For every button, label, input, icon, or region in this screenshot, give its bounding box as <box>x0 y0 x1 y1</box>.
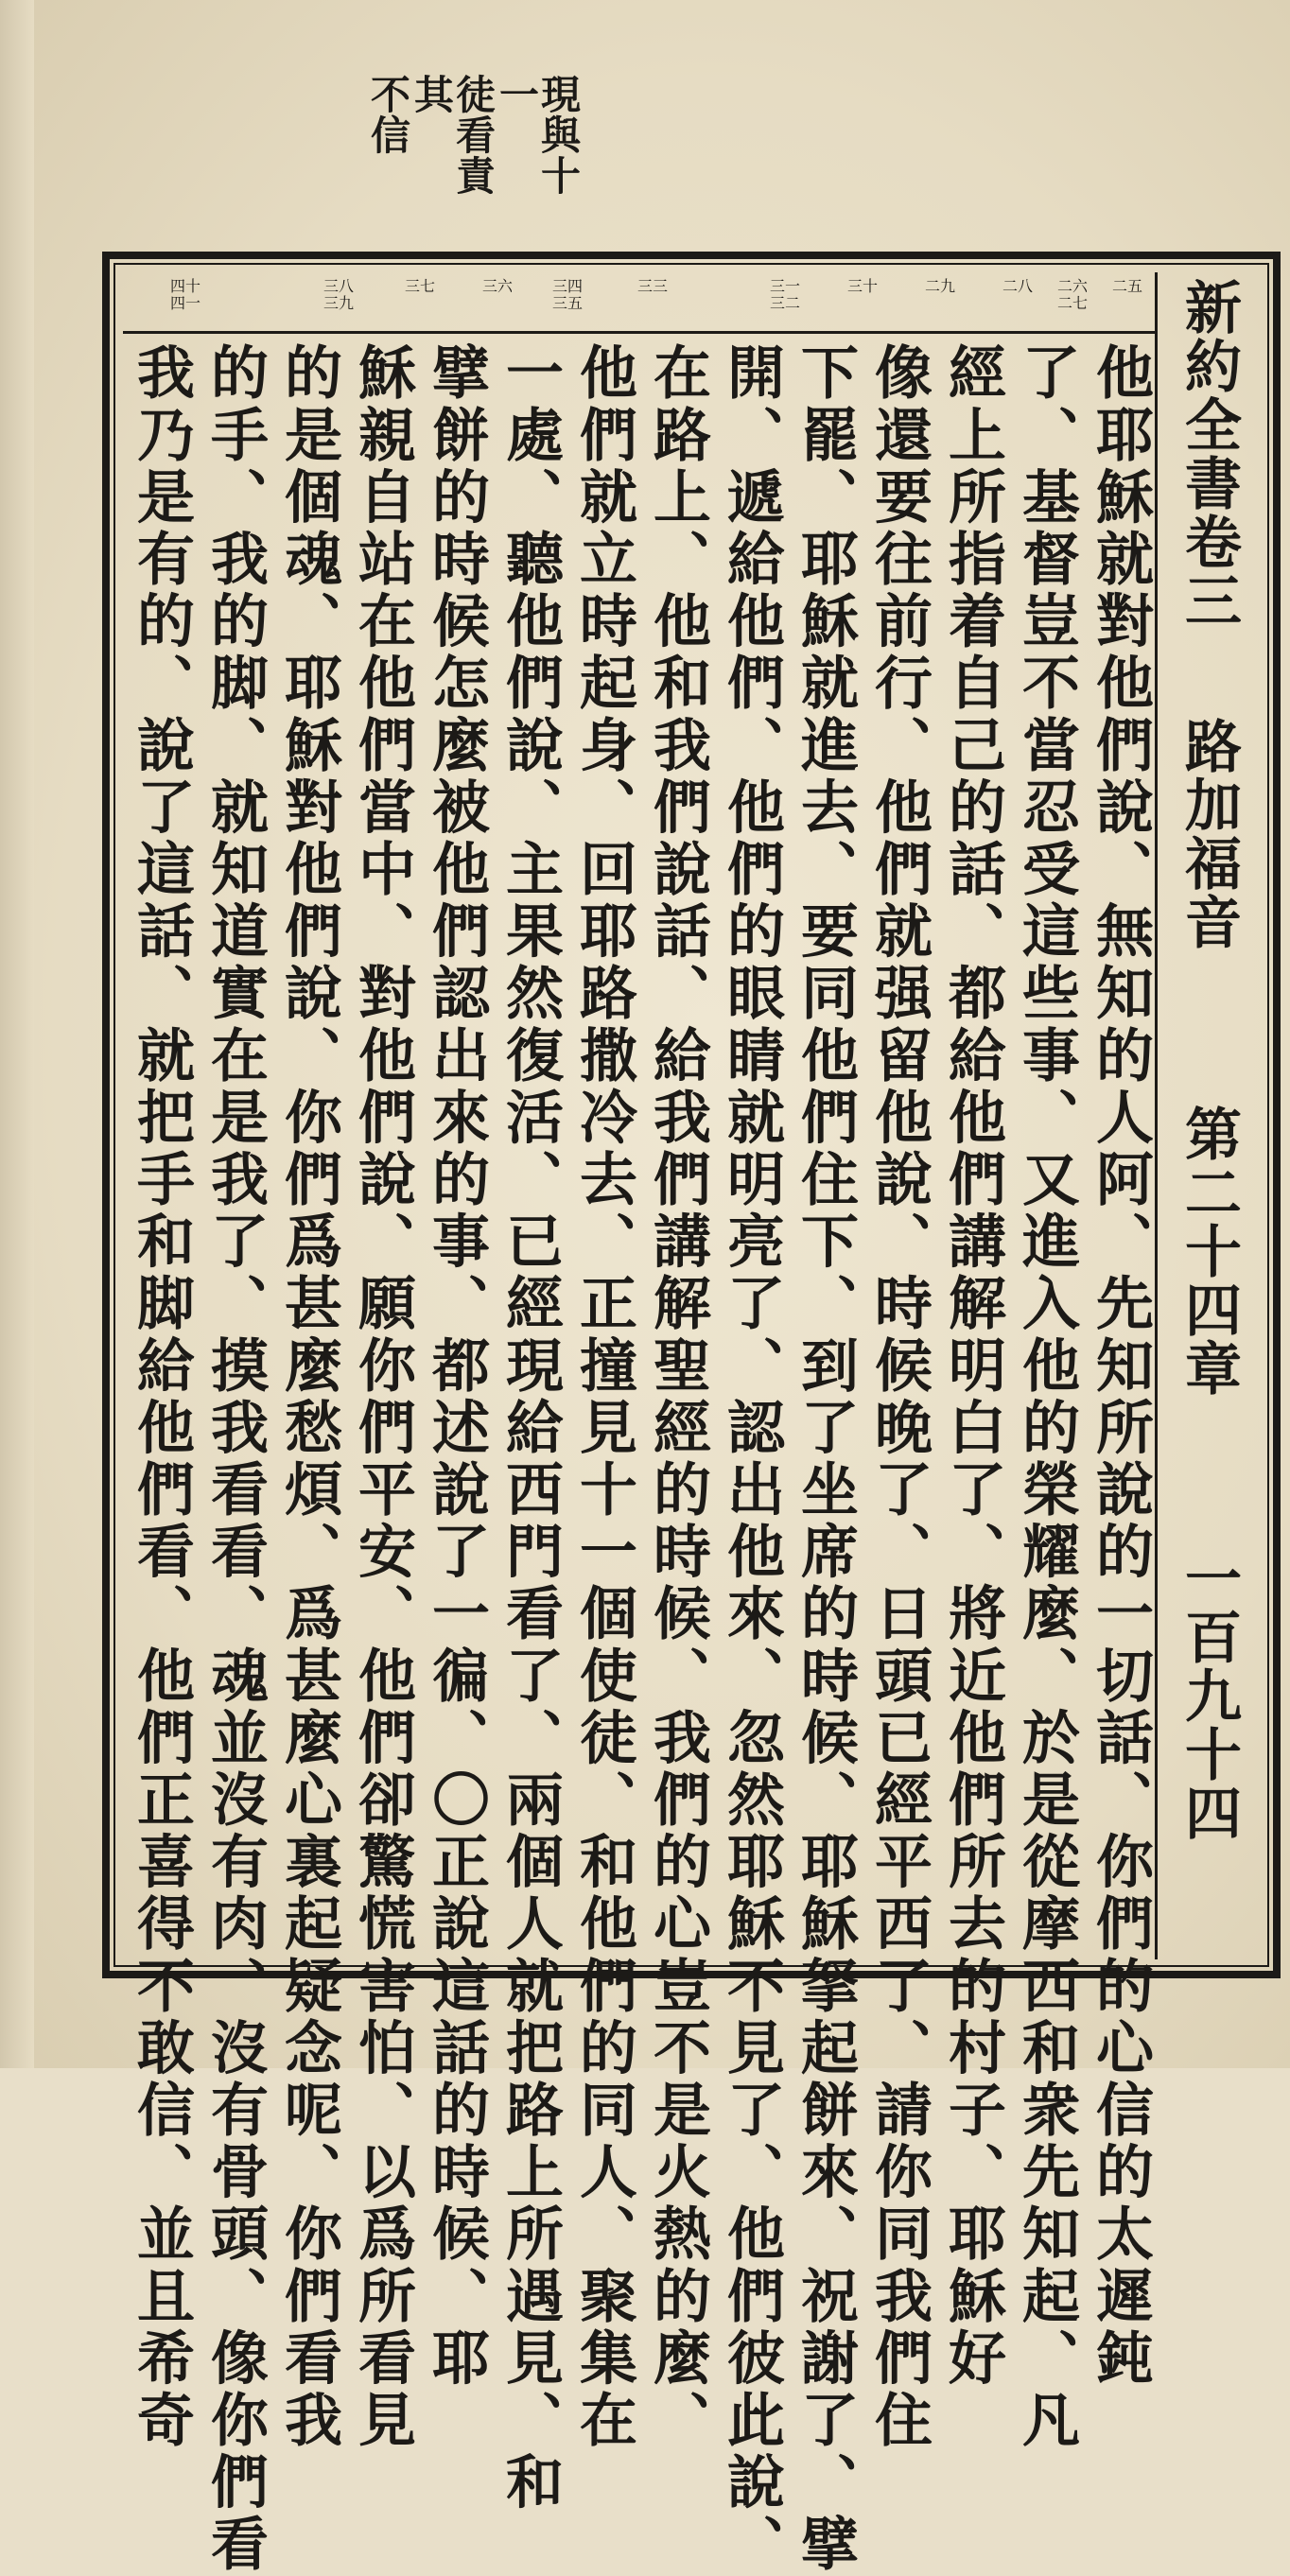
verse-marker: 四十 四一 <box>169 277 201 312</box>
verse-marker: 二五 <box>1111 277 1143 295</box>
verse-marker: 三十 <box>846 277 879 295</box>
book-title: 新約全書卷三 <box>1176 278 1242 630</box>
page-edge-shadow <box>0 0 34 2068</box>
marginal-note-line: 徒看責其 <box>409 74 497 196</box>
verse-marker: 三一 三二 <box>769 277 801 312</box>
text-column: 我乃是有的、說了這話、就把手和脚給他們看、他們正喜得不敢信、並且希奇 <box>128 342 195 2452</box>
text-column: 的手、我的脚、就知道實在是我了、摸我看看、魂並沒有肉、沒有骨頭、像你們看 <box>201 342 269 2576</box>
bleed-through <box>19 19 1277 236</box>
marginal-note-line: 現與十一 <box>494 74 582 196</box>
marginal-note-line: 不信 <box>365 74 411 155</box>
verse-marker: 二八 <box>1002 277 1034 295</box>
text-column: 了、基督豈不當忍受這些事、又進入他的榮耀麼、於是從摩西和衆先知起、凡 <box>1013 342 1080 2452</box>
text-column: 下罷、耶穌就進去、要同他們住下、到了坐席的時候、耶穌拏起餅來、祝謝了、擘 <box>792 342 859 2576</box>
marginal-note <box>365 74 582 235</box>
verse-marker: 三八 三九 <box>322 277 355 312</box>
text-frame <box>102 252 1281 2576</box>
verse-marker: 二六 二七 <box>1056 277 1089 312</box>
running-header <box>1155 272 1260 1959</box>
text-body <box>123 335 1156 2576</box>
text-column: 經上所指着自己的話、都給他們講解明白了、將近他們所去的村子、耶穌好 <box>939 342 1006 2390</box>
text-column: 他耶穌就對他們說、無知的人阿、先知所說的一切話、你們的心信的太遲鈍 <box>1087 342 1154 2390</box>
text-column: 一處、聽他們說、主果然復活、已經現給西門看了、兩個人就把路上所遇見、和 <box>497 342 564 2514</box>
text-column: 他們就立時起身、回耶路撒冷去、正撞見十一個使徒、和他們的同人、聚集在 <box>570 342 637 2452</box>
text-column: 在路上、他和我們說話、給我們講解聖經的時候、我們的心豈不是火熱的麼、 <box>644 342 711 2452</box>
text-column: 像還要往前行、他們就强留他說、時候晚了、日頭已經平西了、請你同我們住 <box>865 342 933 2452</box>
text-column: 的是個魂、耶穌對他們說、你們爲甚麼愁煩、爲甚麼心裏起疑念呢、你們看我 <box>275 342 342 2452</box>
verse-marker: 三四 三五 <box>551 277 584 312</box>
chapter-label: 第二十四章 <box>1176 1105 1242 1398</box>
text-column: 開、遞給他們、他們的眼睛就明亮了、認出他來、忽然耶穌不見了、他們彼此說、 <box>718 342 785 2576</box>
page-number: 一百九十四 <box>1176 1549 1242 1842</box>
verse-marker: 二九 <box>924 277 956 295</box>
verse-marker: 三七 <box>404 277 436 295</box>
gospel-name: 路加福音 <box>1176 717 1242 951</box>
verse-marker: 三三 <box>636 277 669 295</box>
text-column: 擘餅的時候怎麼被他們認出來的事、都述說了一徧、〇正說這話的時候、耶 <box>423 342 490 2390</box>
text-column: 穌親自站在他們當中、對他們說、願你們平安、他們卻驚慌害怕、以爲所看見 <box>349 342 416 2452</box>
verse-number-band <box>123 272 1156 334</box>
verse-marker: 三六 <box>481 277 514 295</box>
